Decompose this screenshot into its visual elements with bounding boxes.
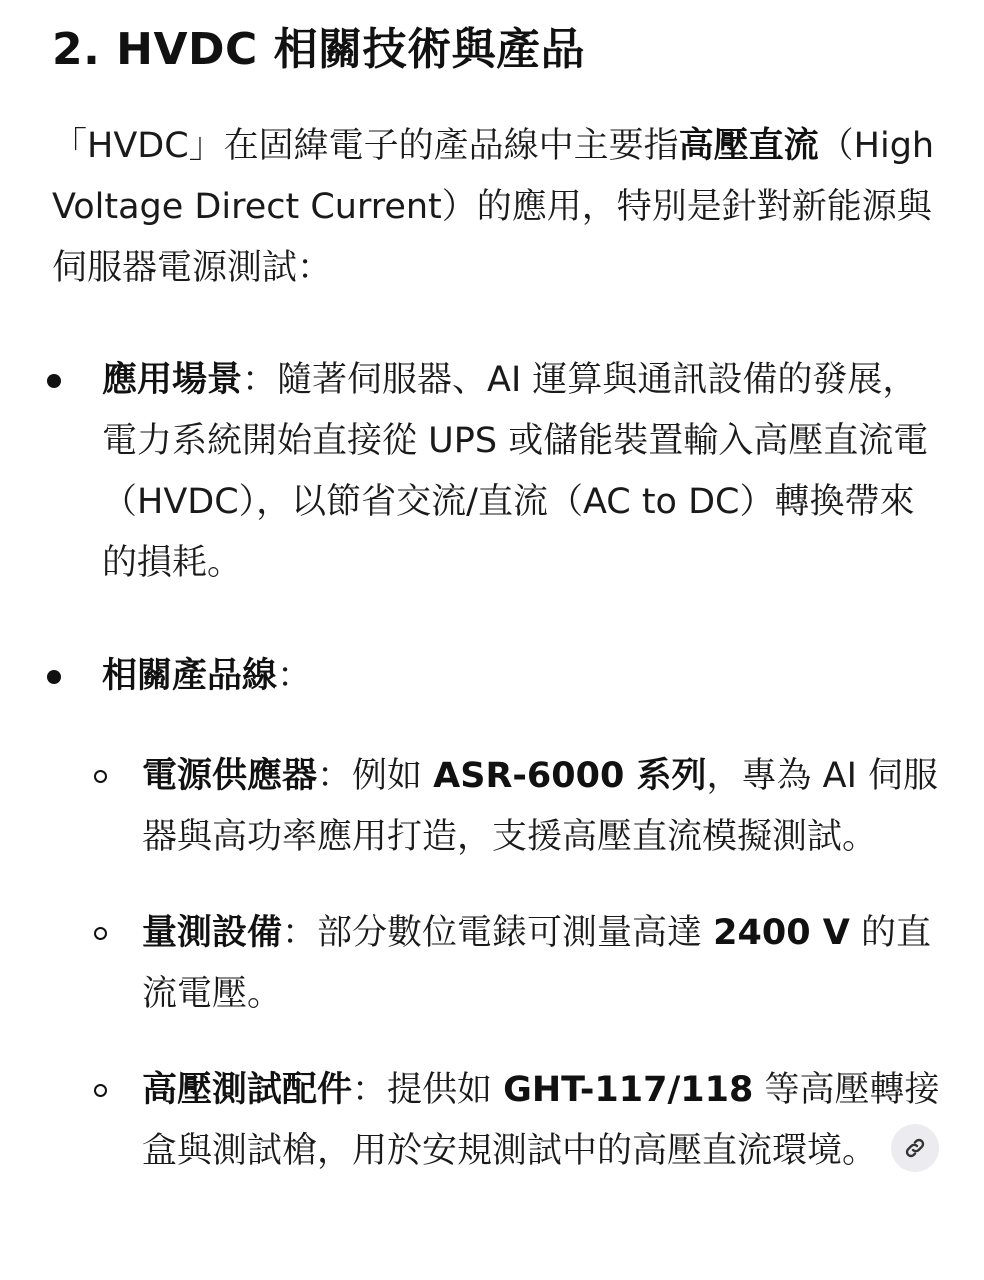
intro-text-before: 「HVDC」在固緯電子的產品線中主要指 <box>52 126 679 166</box>
sub-item-text-after: 等高壓轉接盒與測試槍，用於安規測試中的高壓直流環境。 <box>142 1070 940 1171</box>
bullet-dot <box>47 374 61 388</box>
intro-text-after: （High Voltage Direct Current）的應用，特別是針對新能源與伺服器電源測試： <box>52 126 935 288</box>
bullet-text: ：隨著伺服器、AI 運算與通訊設備的發展，電力系統開始直接從 UPS 或儲能裝置輸入高壓直流電（HVDC），以節省交流/直流（AC to DC）轉換帶來的損耗。 <box>102 360 929 583</box>
sub-item-text-before: ：部分數位電錶可測量高達 <box>282 913 714 953</box>
bullet-item-products <box>52 646 942 1182</box>
sub-item-text-after: 的直流電壓。 <box>142 913 931 1014</box>
sub-list <box>102 746 942 1182</box>
content <box>52 18 942 1182</box>
sub-item-bold: GHT-117/118 <box>503 1070 754 1110</box>
section-heading: 2. HVDC 相關技術與產品 <box>52 24 586 75</box>
sub-item-label: 電源供應器 <box>142 756 318 796</box>
sub-item-bold: ASR-6000 系列 <box>433 756 707 796</box>
bullet-label: 相關產品線 <box>102 656 278 696</box>
sub-item-measurement <box>102 903 942 1025</box>
bullet-list <box>52 350 942 1182</box>
sub-item-text-before: ：提供如 <box>352 1070 504 1110</box>
sub-item-label: 量測設備 <box>142 913 283 953</box>
bullet-item-scenario <box>52 350 942 594</box>
sub-item-accessories <box>102 1060 942 1182</box>
bullet-label: 應用場景 <box>102 360 243 400</box>
sub-bullet-circle <box>94 770 107 783</box>
intro-paragraph <box>52 116 942 299</box>
sub-bullet-circle <box>94 927 107 940</box>
link-icon <box>903 1136 927 1160</box>
bullet-dot <box>47 670 61 684</box>
source-link-button[interactable] <box>891 1124 939 1172</box>
sub-item-text-before: ：例如 <box>317 756 434 796</box>
sub-item-bold: 2400 V <box>713 913 850 953</box>
sub-item-label: 高壓測試配件 <box>142 1070 353 1110</box>
bullet-text: ： <box>277 656 313 696</box>
sub-item-power-supply <box>102 746 942 868</box>
sub-bullet-circle <box>94 1084 107 1097</box>
sub-item-text-after: ，專為 AI 伺服器與高功率應用打造，支援高壓直流模擬測試。 <box>142 756 939 857</box>
intro-bold: 高壓直流 <box>678 126 819 166</box>
